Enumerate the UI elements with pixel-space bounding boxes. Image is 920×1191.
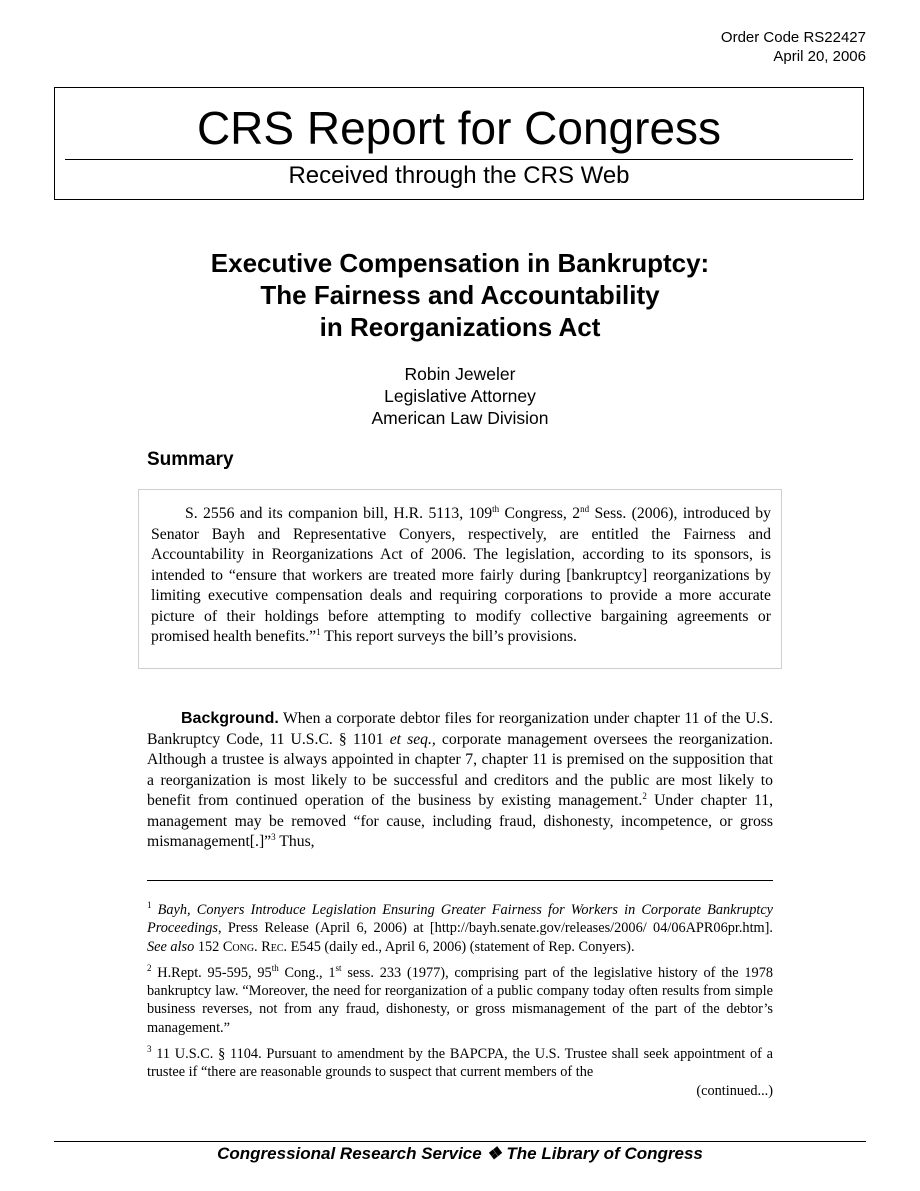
footnote-divider bbox=[147, 880, 773, 881]
author-title: Legislative Attorney bbox=[384, 386, 536, 406]
footer-text: Congressional Research Service ❖ The Library of Congress bbox=[217, 1144, 703, 1163]
footnotes bbox=[147, 901, 773, 1108]
footer-divider bbox=[54, 1141, 866, 1142]
footnote-ref-3[interactable]: 3 bbox=[271, 831, 276, 842]
background-heading: Background. bbox=[181, 710, 279, 727]
author-name: Robin Jeweler bbox=[404, 364, 516, 384]
author-division: American Law Division bbox=[371, 408, 549, 428]
title-line: Executive Compensation in Bankruptcy: bbox=[210, 248, 710, 278]
header-title: CRS Report for Congress bbox=[196, 102, 722, 154]
report-title bbox=[0, 247, 920, 343]
report-header-box bbox=[54, 87, 864, 200]
summary-paragraph: S. 2556 and its companion bill, H.R. 5113, 109th Congress, 2nd Sess. (2006), introduced by Senator Bayh and Representative Conyers, respectively, are entitled the Fairness and Accountability in Reorganizations Act of 2006. The legislation, according to its sponsors, is intended to “ensure that workers are treated more fairly during [bankruptcy] reorganizations by limiting executive compensation deals and requiring corporations to provide a more accurate picture of their holdings before attempting to modify collective bargaining agreements or promised health benefits.”$^1$ This report surveys the bill’s provisions. bbox=[151, 503, 771, 645]
order-info bbox=[721, 28, 866, 66]
footnote-ref-2[interactable]: 2 bbox=[642, 790, 647, 801]
author-block bbox=[0, 363, 920, 429]
order-date: April 20, 2006 bbox=[773, 48, 866, 65]
header-divider bbox=[65, 159, 853, 160]
summary-heading: Summary bbox=[147, 449, 234, 470]
background-paragraph: Background. When a corporate debtor files for reorganization under chapter 11 of the U.S. Bankruptcy Code, 11 U.S.C. § 1101 et seq., corporate management oversees the reorganization. Although a trustee is always appointed in chapter 7, chapter 11 is premised on the supposition that a reorganization is most likely to be successful and creditors and the public are most likely to benefit from continued operation of the business by existing management.$^2$ Under chapter 11, management may be removed “for cause, including fraud, dishonesty, incompetence, or gross mismanagement[.]”$^3$ Thus, bbox=[147, 710, 774, 850]
footnote-ref-1[interactable]: 1 bbox=[316, 626, 321, 637]
order-code: Order Code RS22427 bbox=[720, 29, 866, 46]
background-section bbox=[147, 709, 773, 853]
footnote-1: $^1$ Bayh, Conyers Introduce Legislation Ensuring Greater Fairness for Workers in Corporate Bankruptcy Proceedings, Press Release (April 6, 2006) at [http://bayh.senate.gov/releases/2006/ 04/06APR06pr.htm]. See also 152 Cong. Rec. E545 (daily ed., April 6, 2006) (statement of Rep. Conyers). bbox=[147, 900, 774, 955]
header-subtitle: Received through the CRS Web bbox=[288, 162, 630, 189]
continued-note: (continued...) bbox=[696, 1082, 773, 1099]
title-line: in Reorganizations Act bbox=[319, 312, 601, 342]
summary-box bbox=[138, 489, 782, 669]
title-line: The Fairness and Accountability bbox=[260, 280, 660, 310]
footnote-3: $^3$ 11 U.S.C. § 1104. Pursuant to amendment by the BAPCPA, the U.S. Trustee shall seek appointment of a trustee if “there are reasonable grounds to suspect that current members of the (continued...) bbox=[147, 1044, 773, 1099]
footnote-2: $^2$ H.Rept. 95-595, 95th Cong., 1st sess. 233 (1977), comprising part of the legislative history of the 1978 bankruptcy law. “Moreover, the need for reorganization of a public company today often results from simple business reverses, not from any fraud, dishonesty, or gross mismanagement of the part of the debtor’s management.” bbox=[147, 963, 773, 1036]
